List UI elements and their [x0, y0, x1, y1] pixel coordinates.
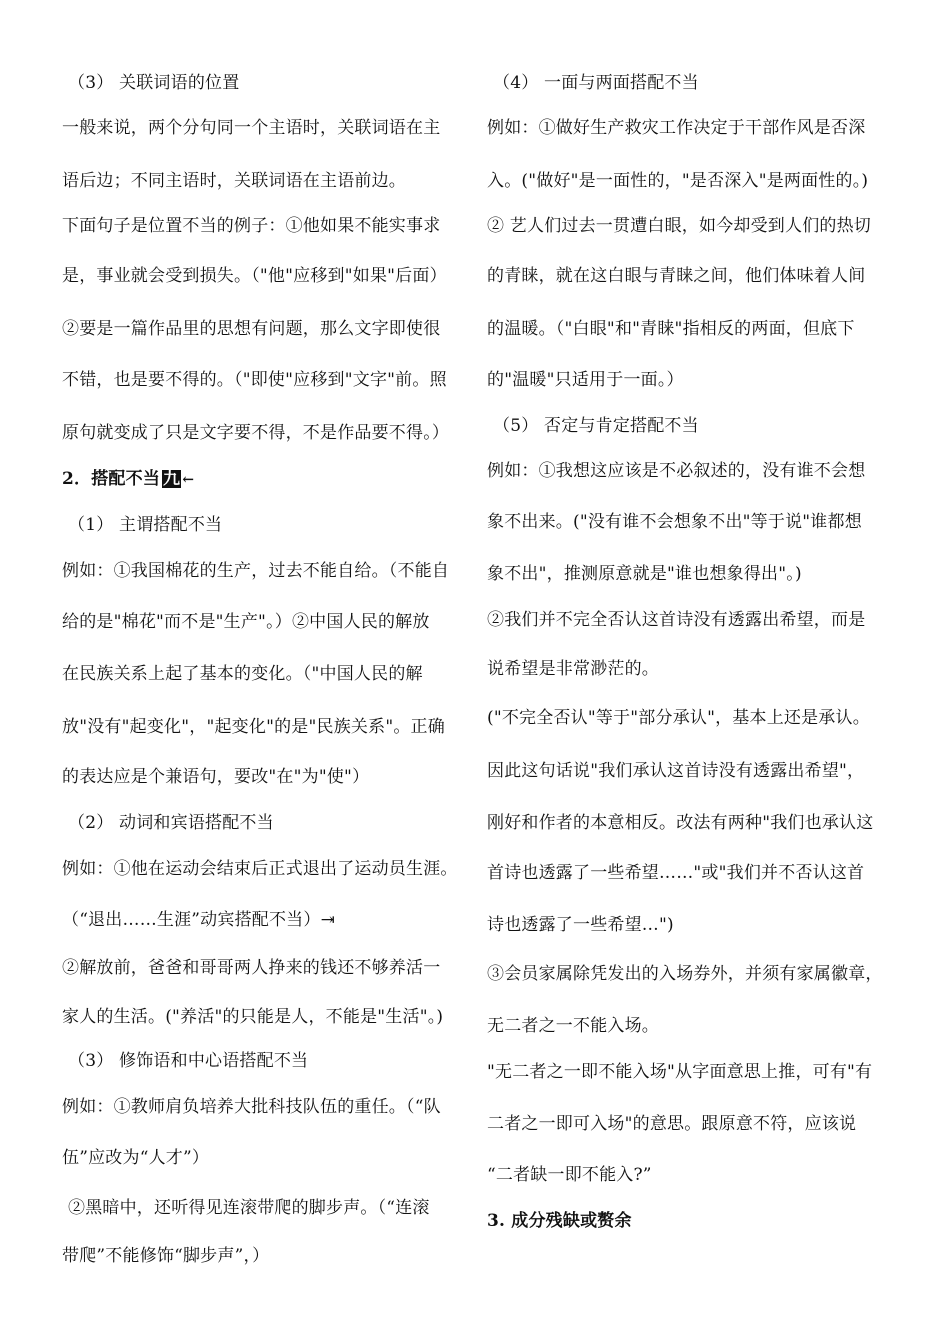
subheading: （5） 否定与肯定搭配不当	[493, 416, 699, 436]
text-line: 语后边；不同主语时，关联词语在主语前边。	[62, 171, 406, 191]
text-line: 二者之一即可入场"的意思。跟原意不符，应该说	[487, 1114, 857, 1134]
text-line: 放"没有"起变化"，"起变化"的是"民族关系"。正确	[62, 717, 445, 737]
text-line: （“退出……生涯”动宾搭配不当）⇥	[62, 910, 336, 930]
heading-mark: 九	[163, 469, 181, 489]
subheading: （3） 修饰语和中心语搭配不当	[68, 1051, 309, 1071]
text-line: ②我们并不完全否认这首诗没有透露出希望，而是	[487, 610, 866, 630]
text-line: ②黑暗中，还听得见连滚带爬的脚步声。（“连滚	[68, 1198, 430, 1218]
subheading: （2） 动词和宾语搭配不当	[68, 813, 274, 833]
text-line: ③会员家属除凭发出的入场券外，并须有家属徽章，	[487, 964, 883, 984]
subheading: （4） 一面与两面搭配不当	[493, 73, 699, 93]
text-line: 例如：①他在运动会结束后正式退出了运动员生涯。	[62, 859, 458, 879]
text-line: "无二者之一即不能入场"从字面意思上推，可有"有	[487, 1062, 873, 1082]
text-line: 说希望是非常渺茫的。	[487, 659, 659, 679]
text-line: 入。("做好"是一面性的，"是否深入"是两面性的。)	[487, 171, 869, 191]
text-line: 的"温暖"只适用于一面。）	[487, 370, 684, 390]
text-line: ② 艺人们过去一贯遭白眼，如今却受到人们的热切	[487, 216, 872, 236]
text-line: 象不出"，推测原意就是"谁也想象得出"。)	[487, 564, 802, 584]
text-line: 伍”应改为“人才”）	[62, 1148, 210, 1168]
text-line: ②解放前，爸爸和哥哥两人挣来的钱还不够养活一	[62, 958, 441, 978]
text-line: 家人的生活。("养活"的只能是人，不能是"生活"。)	[62, 1007, 444, 1027]
section-heading-components: 3. 成分残缺或赘余	[487, 1211, 632, 1231]
text-line: 的青睐，就在这白眼与青睐之间，他们体味着人间	[487, 266, 866, 286]
text-line: 不错，也是要不得的。（"即使"应移到"文字"前。照	[62, 370, 447, 390]
text-line: 的表达应是个兼语句，要改"在"为"使"）	[62, 767, 370, 787]
text-line: 诗也透露了一些希望…")	[487, 915, 674, 935]
text-line: 无二者之一不能入场。	[487, 1016, 659, 1036]
text-line: 是，事业就会受到损失。（"他"应移到"如果"后面）	[62, 266, 447, 286]
text-line: 下面句子是位置不当的例子：①他如果不能实事求	[62, 216, 441, 236]
text-line: ②要是一篇作品里的思想有问题，那么文字即使很	[62, 319, 441, 339]
text-line: “二者缺一即不能入?”	[487, 1165, 652, 1185]
text-line: 原句就变成了只是文字要不得，不是作品要不得。）	[62, 423, 450, 443]
text-line: 例如：①我国棉花的生产，过去不能自给。（不能自	[62, 561, 450, 581]
subheading-conjunction-position: （3） 关联词语的位置	[68, 73, 240, 93]
text-line: 首诗也透露了一些希望……"或"我们并不否认这首	[487, 863, 865, 883]
text-line: 刚好和作者的本意相反。改法有两种"我们也承认这	[487, 813, 874, 833]
text-line: 例如：①教师肩负培养大批科技队伍的重任。（“队	[62, 1097, 441, 1117]
text-line: 的温暖。（"白眼"和"青睐"指相反的两面，但底下	[487, 319, 855, 339]
text-line: ("不完全否认"等于"部分承认"，基本上还是承认。	[487, 708, 870, 728]
text-line: 例如：①我想这应该是不必叙述的，没有谁不会想	[487, 461, 866, 481]
text-line: 因此这句话说"我们承认这首诗没有透露出希望"，	[487, 761, 865, 781]
section-heading-mismatch	[62, 468, 194, 491]
heading-text: 2．搭配不当	[62, 469, 161, 489]
text-line: 一般来说，两个分句同一个主语时，关联词语在主	[62, 118, 441, 138]
text-line: 象不出来。("没有谁不会想象不出"等于说"谁都想	[487, 512, 862, 532]
text-line: 例如：①做好生产救灾工作决定于干部作风是否深	[487, 118, 866, 138]
text-line: 给的是"棉花"而不是"生产"。）②中国人民的解放	[62, 612, 430, 632]
subheading: （1） 主谓搭配不当	[68, 515, 223, 535]
text-line: 在民族关系上起了基本的变化。（"中国人民的解	[62, 664, 423, 684]
arrow-left-icon: ←	[182, 472, 195, 488]
text-line: 带爬”不能修饰“脚步声”，）	[62, 1246, 270, 1266]
